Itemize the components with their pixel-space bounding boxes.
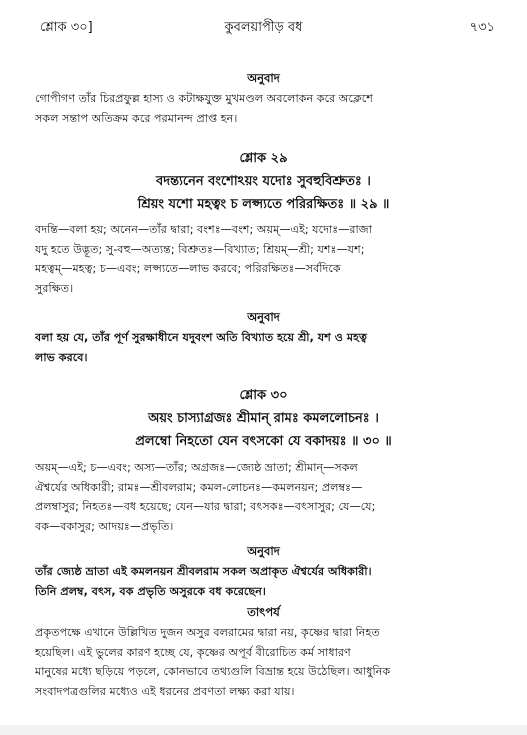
text-line: গোপীগণ তাঁর চিরপ্রফুল্ল হাস্য ও কটাক্ষযুক্ত মুখমণ্ডল অবলোকন করে অক্লেশে [35, 92, 373, 105]
verse-line: বদন্ত্যনেন বংশোঽয়ং যদোঃ সুবহুবিশ্রুতঃ । [156, 174, 371, 189]
text-line: মানুষের মধ্যে ছড়িয়ে পড়লে, কোনভাবে তথ্যগুলি বিভ্রান্ত হয়ে উঠেছিল। আধুনিক [35, 665, 391, 678]
text-line: ঐশ্বর্যের অধিকারী; রামঃ—শ্রীবলরাম; কমল-লোচনঃ—কমলনয়ন; প্রলম্বঃ— [35, 480, 363, 494]
translation-heading: অনুবাদ [247, 310, 280, 324]
verse-number-heading: শ্লোক ৩০ [239, 388, 288, 403]
text-line: বক—বকাসুর; আদয়ঃ—প্রভৃতি। [35, 519, 174, 533]
text-line: যদু হতে উদ্ভূত; সু-বহু—অত্যন্ত; বিশ্রুতঃ—বিখ্যাত; শ্রিয়ম্—শ্রী; যশঃ—যশ; [35, 242, 365, 256]
running-verse-ref: শ্লোক ৩০] [40, 20, 93, 35]
verse-line: প্রলম্বো নিহতো যেন বৎসকো যে বকাদয়ঃ ॥ ৩০ ॥ [135, 434, 392, 449]
text-line: লাভ করবে। [35, 350, 88, 364]
text-line: তিনি প্রলম্ব, বৎস, বক প্রভৃতি অসুরকে বধ করেছেন। [35, 584, 266, 598]
text-line: সুরক্ষিত। [35, 281, 74, 295]
text-line: প্রকৃতপক্ষে এখানে উল্লিখিত দুজন অসুর বলরামের দ্বারা নয়, কৃষ্ণের দ্বারা নিহত [35, 626, 380, 639]
text-line: মহত্বম্—মহত্ব; চ—এবং; লপ্স্যতে—লাভ করবে; পরিরক্ষিতঃ—সর্বদিকে [35, 262, 341, 275]
purport-paragraph [35, 623, 497, 701]
text-line: সকল সন্তাপ অতিক্রম করে পরমানন্দ প্রাপ্ত হন। [35, 111, 238, 125]
text-line: অয়ম্—এই; চ—এবং; অস্য—তাঁর; অগ্রজঃ—জ্যেষ্ঠ ভ্রাতা; শ্রীমান্—সকল [35, 461, 358, 474]
translation-heading: অনুবাদ [247, 71, 280, 85]
text-line: প্রলম্বাসুর; নিহতঃ—বধ হয়েছে; যেন—যার দ্বারা; বৎসকঃ—বৎসাসুর; যে—যে; [35, 500, 376, 513]
page-bottom-edge [0, 725, 527, 735]
text-line: বদন্তি—বলা হয়; অনেন—তাঁর দ্বারা; বংশঃ—বংশ; অয়ম্—এই; যদোঃ—রাজা [35, 223, 373, 236]
verse-number-heading: শ্লোক ২৯ [239, 151, 288, 166]
translation-paragraph [35, 562, 497, 601]
text-line: সংবাদপত্রগুলির মধ্যেও এই ধরনের প্রবণতা লক্ষ্য করা যায়। [35, 684, 295, 698]
verse-line: শ্রিয়ং যশো মহত্বং চ লপ্স্যতে পরিরক্ষিতঃ ॥ ২৯ ॥ [137, 197, 390, 212]
page-number: ৭৩১ [469, 20, 495, 35]
verse-line: অয়ং চাস্যাগ্রজঃ শ্রীমান্ রামঃ কমললোচনঃ । [148, 411, 379, 426]
translation-paragraph [35, 328, 497, 367]
text-line: বলা হয় যে, তাঁর পূর্ণ সুরক্ষাধীনে যদুবংশ অতি বিখ্যাত হয়ে শ্রী, যশ ও মহত্ব [35, 331, 367, 344]
running-title: কুবলয়াপীড় বধ [224, 20, 303, 35]
text-line: হয়েছিল। এই ভুলের কারণ হচ্ছে যে, কৃষ্ণের অপূর্ব বীরোচিত কর্ম সাধারণ [35, 645, 351, 659]
purport-heading: তাৎপর্য [247, 605, 280, 619]
word-synonyms-paragraph [35, 458, 497, 536]
translation-paragraph [35, 89, 497, 128]
text-line: তাঁর জ্যেষ্ঠ ভ্রাতা এই কমলনয়ন শ্রীবলরাম সকল অপ্রাকৃত ঐশ্বর্যের অধিকারী। [35, 565, 372, 578]
word-synonyms-paragraph [35, 220, 497, 298]
translation-heading: অনুবাদ [247, 544, 280, 558]
